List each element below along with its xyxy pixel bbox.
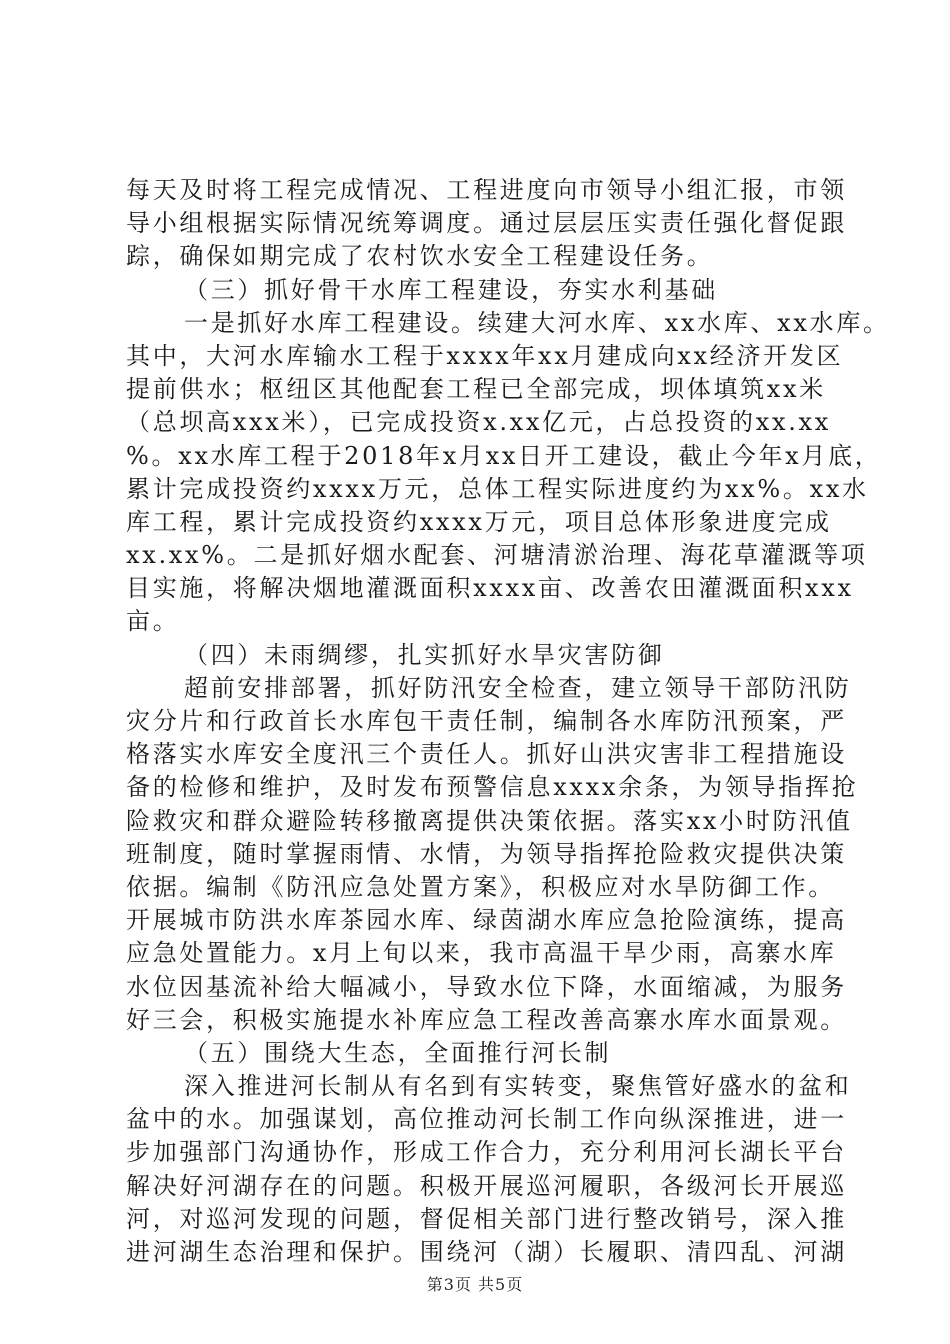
page-footer: 第3页 共5页 <box>426 1275 524 1294</box>
paragraph-line: 应急处置能力。x月上旬以来，我市高温干旱少雨，高寨水库 <box>126 939 837 968</box>
paragraph-line: 一是抓好水库工程建设。续建大河水库、xx水库、xx水库。 <box>184 308 890 337</box>
paragraph-line: 踪，确保如期完成了农村饮水安全工程建设任务。 <box>126 242 714 271</box>
paragraph-line: 其中，大河水库输水工程于xxxx年xx月建成向xx经济开发区 <box>126 341 844 370</box>
paragraph-line: 备的检修和维护，及时发布预警信息xxxx余条，为领导指挥抢 <box>126 773 859 802</box>
paragraph-line: 提前供水；枢纽区其他配套工程已全部完成，坝体填筑xx米 <box>126 375 826 404</box>
paragraph-line: （总坝高xxx米），已完成投资x.xx亿元，占总投资的xx.xx <box>126 408 832 437</box>
paragraph-line: xx.xx%。二是抓好烟水配套、河塘清淤治理、海花草灌溉等项 <box>126 541 868 570</box>
paragraph-line: 进河湖生态治理和保护。围绕河（湖）长履职、清四乱、河湖 <box>126 1238 847 1266</box>
paragraph-line: 好三会，积极实施提水补库应急工程改善高寨水库水面景观。 <box>126 1005 847 1034</box>
paragraph-line: 依据。编制《防汛应急处置方案》，积极应对水旱防御工作。 <box>126 872 835 901</box>
paragraph-line: 灾分片和行政首长水库包干责任制，编制各水库防汛预案，严 <box>126 707 847 735</box>
paragraph-line: 累计完成投资约xxxx万元，总体工程实际进度约为xx%。xx水 <box>126 474 869 503</box>
paragraph-line: 导小组根据实际情况统筹调度。通过层层压实责任强化督促跟 <box>126 209 847 238</box>
section-heading: （三）抓好骨干水库工程建设，夯实水利基础 <box>184 275 718 304</box>
paragraph-line: 亩。 <box>126 607 180 636</box>
paragraph-line: 河，对巡河发现的问题，督促相关部门进行整改销号，深入推 <box>126 1204 847 1233</box>
paragraph-line: 险救灾和群众避险转移撤离提供决策依据。落实xx小时防汛值 <box>126 806 853 835</box>
paragraph-line: 班制度，随时掌握雨情、水情，为领导指挥抢险救灾提供决策 <box>126 839 847 868</box>
section-heading: （四）未雨绸缪，扎实抓好水旱灾害防御 <box>184 640 665 669</box>
paragraph-line: 水位因基流补给大幅减小，导致水位下降，水面缩减，为服务 <box>126 972 847 1001</box>
paragraph-line: 盆中的水。加强谋划，高位推动河长制工作向纵深推进，进一 <box>126 1105 847 1134</box>
paragraph-line: 库工程，累计完成投资约xxxx万元，项目总体形象进度完成 <box>126 507 832 536</box>
paragraph-line: 超前安排部署，抓好防汛安全检查，建立领导干部防汛防 <box>184 673 852 702</box>
document-body <box>126 174 890 1269</box>
paragraph-line: 解决好河湖存在的问题。积极开展巡河履职，各级河长开展巡 <box>126 1171 847 1200</box>
paragraph-line: 每天及时将工程完成情况、工程进度向市领导小组汇报，市领 <box>126 176 847 204</box>
paragraph-line: 格落实水库安全度汛三个责任人。抓好山洪灾害非工程措施设 <box>126 740 847 769</box>
section-heading: （五）围绕大生态，全面推行河长制 <box>184 1038 612 1067</box>
paragraph-line: %。xx水库工程于2018年x月xx日开工建设，截止今年x月底， <box>126 441 882 470</box>
paragraph-line: 开展城市防洪水库茶园水库、绿茵湖水库应急抢险演练，提高 <box>126 906 847 935</box>
paragraph-line: 深入推进河长制从有名到有实转变，聚焦管好盛水的盆和 <box>184 1072 852 1101</box>
paragraph-line: 步加强部门沟通协作，形成工作合力，充分利用河长湖长平台 <box>126 1138 847 1167</box>
paragraph-line: 目实施，将解决烟地灌溉面积xxxx亩、改善农田灌溉面积xxx <box>126 574 854 603</box>
